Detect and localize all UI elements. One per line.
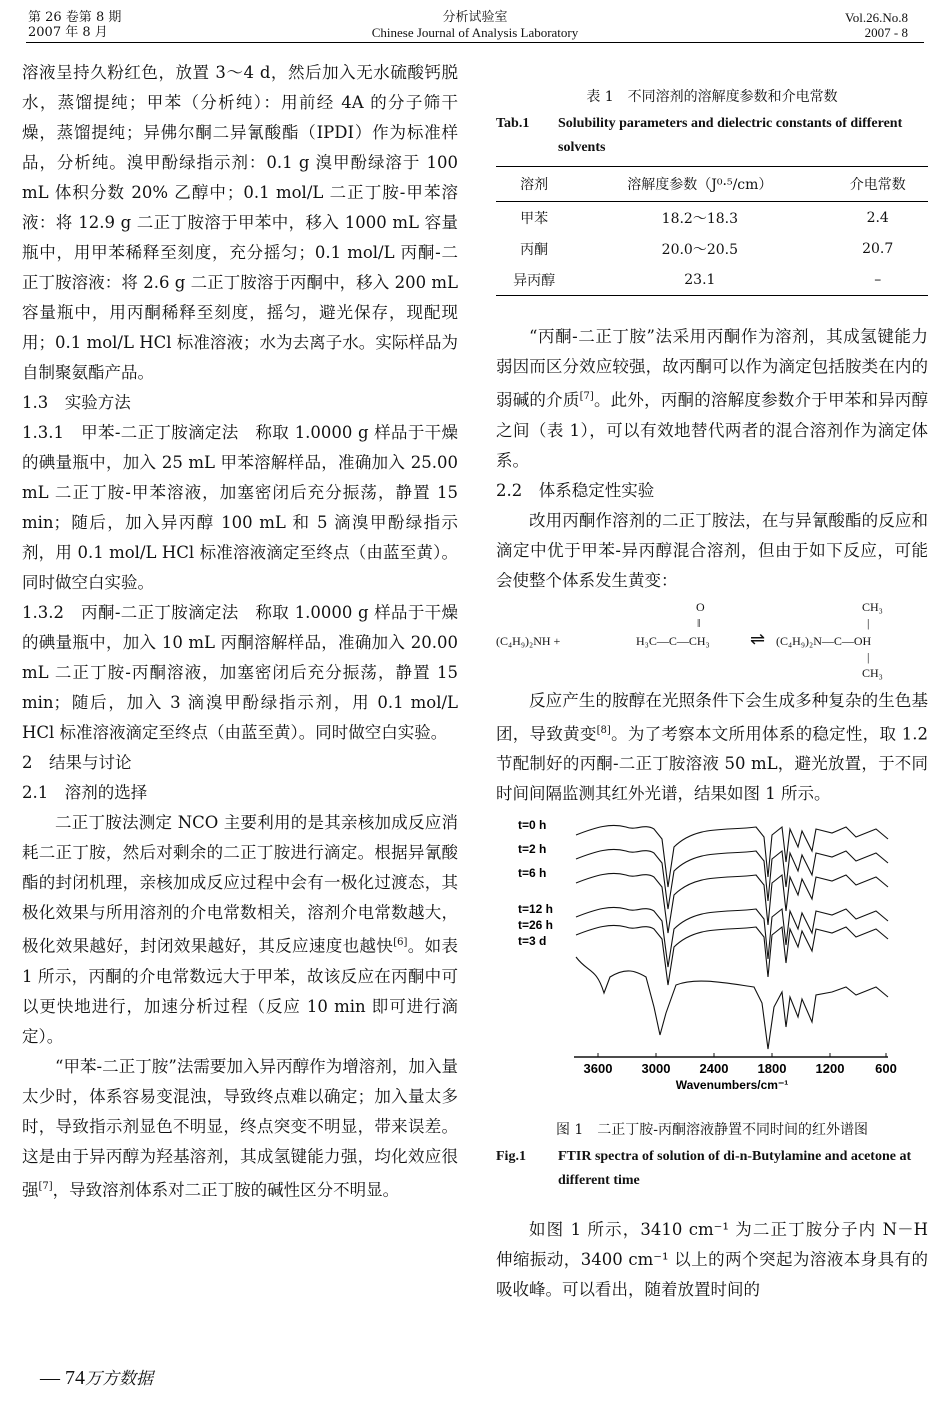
spectrum-line	[576, 957, 888, 1049]
page-footer	[40, 1364, 153, 1390]
section-2-1-heading: 2.1 溶剂的选择	[22, 783, 148, 802]
table-row	[496, 202, 928, 234]
ftir-spectra-plot	[496, 817, 928, 1117]
citation-8[interactable]: [8]	[596, 724, 611, 736]
methyl-top: CH₃	[862, 599, 883, 614]
reaction-scheme	[496, 596, 928, 686]
table-cell: 18.2～18.3	[661, 210, 739, 227]
solvent-text-2: “甲苯-二正丁胺”法需要加入异丙醇作为增溶剂，加入量太少时，体系容易变混浊，导致终点难以确定；加入量太多时，导致指示剂显色不明显，终点突变不明显，带来误差。这是由于异丙醇为羟基溶剂，其成氢键能力强，均化效应很强	[22, 1056, 458, 1199]
table-cell: 甲苯	[520, 210, 549, 227]
citation-6[interactable]: [6]	[393, 937, 408, 948]
x-tick-label: 1200	[815, 1061, 845, 1076]
volume-issue-en: Vol.26.No.8	[845, 10, 908, 25]
table-header-solubility: 溶解度参数（J⁰·⁵/cm）	[572, 167, 827, 202]
citation-7[interactable]: [7]	[38, 1180, 53, 1192]
date-en: 2007 - 8	[864, 25, 908, 40]
header-rule	[26, 42, 924, 43]
solvent-choice-paragraph-1	[22, 808, 458, 1052]
watermark: 万方数据	[85, 1369, 153, 1388]
acetone-text-end: 。此外，丙酮的溶解度参数介于甲苯和异丙醇之间（表 1），可以有效地替代两者的混合溶剂作为滴定体系。	[496, 390, 929, 470]
figure-1-caption-en	[496, 1145, 928, 1193]
table-cell: 20.7	[862, 240, 894, 257]
table-1-caption-en	[496, 112, 928, 160]
ftir-discussion-paragraph: 如图 1 所示，3410 cm⁻¹ 为二正丁胺分子内 N－H 伸缩振动，3400 cm⁻¹ 以上的两个突起为溶液本身具有的吸收峰。可以看出，随着放置时间的	[496, 1220, 928, 1299]
spectrum-line	[576, 873, 888, 933]
method-1-3-1-paragraph: 1.3.1 甲苯-二正丁胺滴定法 称取 1.0000 g 样品于干燥的碘量瓶中，加入 25 mL 甲苯溶解样品，准确加入 25.00 mL 二正丁胺-甲苯溶液，加塞密闭后充分振荡，静置 15 min；随后，加入异丙醇 100 mL 和 5 滴溴甲酚绿指示剂，用 0.1 mol/L HCl 标准溶液滴定至终点（由蓝至黄）。同时做空白实验。	[22, 423, 458, 592]
journal-title	[0, 10, 950, 40]
solvent-text-1-end: 。如表 1 所示，丙酮的介电常数远大于甲苯，故该反应在丙酮中可以更快地进行，加速分析过程（反应 10 min 即可进行滴定）。	[22, 936, 459, 1046]
page-number: — 74	[40, 1367, 85, 1389]
solvent-table	[496, 166, 928, 296]
equilibrium-arrow: ⇌	[750, 628, 766, 649]
citation-7b[interactable]: [7]	[579, 391, 594, 402]
carbonyl-oxygen: O	[696, 599, 705, 614]
series-label: t=0 h	[518, 818, 547, 832]
series-label: t=12 h	[518, 902, 554, 916]
reactant-acetone: H₃C—C—CH₃	[636, 633, 710, 648]
x-axis-label: Wavenumbers/cm⁻¹	[675, 1078, 789, 1092]
table-cell: 23.1	[572, 264, 827, 296]
method-1-3-2-paragraph: 1.3.2 丙酮-二正丁胺滴定法 称取 1.0000 g 样品于干燥的碘量瓶中，加入 10 mL 丙酮溶解样品，准确加入 20.00 mL 二正丁胺-丙酮溶液，加塞密闭后充分振荡，静置 15 min；随后，加入 3 滴溴甲酚绿指示剂，用 0.1 mol/L HCl 标准溶液滴定至终点（由蓝至黄）。同时做空白实验。	[22, 603, 458, 742]
table-cell: 20.0～20.5	[661, 241, 739, 258]
methyl-bottom: CH₃	[862, 665, 883, 680]
acetone-text: “丙酮-二正丁胺”法采用丙酮作为溶剂，其成氢键能力弱因而区分效应较强，故丙酮可以作为滴定包括胺类在内的弱碱的介质	[496, 327, 928, 410]
section-1-3-heading: 1.3 实验方法	[22, 393, 131, 412]
product-aminoalcohol: (C₄H₉)₂N—C—OH	[776, 633, 872, 648]
section-2-heading: 2 结果与讨论	[22, 753, 132, 772]
spectrum-line	[576, 907, 888, 967]
ftir-figure	[496, 817, 928, 1117]
x-tick-label: 2400	[699, 1061, 729, 1076]
figure-label: Fig.1	[496, 1149, 526, 1164]
section-2-2-heading: 2.2 体系稳定性实验	[496, 480, 655, 500]
solvent-choice-paragraph-2	[22, 1052, 458, 1206]
series-label: t=2 h	[518, 842, 547, 856]
table-header-solvent: 溶剂	[496, 167, 572, 202]
journal-title-cn: 分析试验室	[442, 10, 508, 25]
table-cell: 丙酮	[520, 241, 549, 258]
x-tick-label: 1800	[757, 1061, 787, 1076]
spectrum-line	[576, 825, 888, 887]
yellowing-paragraph	[496, 686, 928, 810]
bond-top: |	[867, 615, 870, 630]
solvent-text-1: 二正丁胺法测定 NCO 主要利用的是其亲核加成反应消耗二正丁胺，然后对剩余的二正丁胺进行滴定。根据异氰酸酯的封闭机理，亲核加成反应过程中会有一极化过渡态，其极化效果与所用溶剂的介电常数相关，溶剂介电常数越大，极化效果越好，封闭效果越好，其反应速度也越快	[22, 813, 458, 956]
x-tick-label: 3000	[641, 1061, 671, 1076]
table-cell: 2.4	[866, 209, 889, 226]
table-row	[496, 264, 928, 296]
table-label: Tab.1	[496, 116, 530, 131]
spectrum-line	[576, 925, 888, 985]
table-cell: 异丙醇	[496, 264, 572, 296]
figure-1-caption-cn: 图 1 二正丁胺-丙酮溶液静置不同时间的红外谱图	[555, 1122, 869, 1138]
yellowing-text-end: 。为了考察本文所用体系的稳定性，取 1.2 节配制好的丙酮-二正丁胺溶液 50 mL，避光放置，于不同时间间隔监测其红外光谱，结果如图 1 所示。	[496, 724, 928, 803]
spectrum-line	[576, 849, 888, 909]
table-caption-text: Solubility parameters and dielectric constants of different solvents	[558, 116, 903, 155]
figure-caption-text: FTIR spectra of solution of di-n-Butylamine and acetone at different time	[558, 1149, 912, 1188]
table-header-dielectric: 介电常数	[827, 167, 928, 202]
yellowing-text: 反应产生的胺醇在光照条件下会生成多种复杂的生色基团，导致黄变	[496, 690, 928, 743]
x-tick-label: 3600	[583, 1061, 613, 1076]
journal-issue-en	[845, 10, 908, 40]
volume-issue-cn: 第 26 卷第 8 期	[28, 10, 122, 25]
stability-paragraph: 改用丙酮作溶剂的二正丁胺法，在与异氰酸酯的反应和滴定中优于甲苯-异丙醇混合溶剂，但由于如下反应，可能会使整个体系发生黄变：	[496, 510, 928, 590]
journal-title-en: Chinese Journal of Analysis Laboratory	[371, 25, 579, 40]
date-cn: 2007 年 8 月	[28, 25, 108, 40]
table-cell: –	[827, 264, 928, 296]
solvent-text-2-end: ，导致溶剂体系对二正丁胺的碱性区分不明显。	[52, 1180, 400, 1199]
right-column	[496, 86, 928, 1305]
series-label: t=3 d	[518, 934, 547, 948]
bond-bottom: |	[867, 649, 870, 664]
acetone-paragraph	[496, 322, 928, 476]
x-tick-label: 600	[875, 1061, 897, 1076]
series-label: t=26 h	[518, 918, 554, 932]
materials-paragraph: 溶液呈持久粉红色，放置 3～4 d，然后加入无水硫酸钙脱水，蒸馏提纯；甲苯（分析纯）：用前经 4A 的分子筛干燥，蒸馏提纯；异佛尔酮二异氰酸酯（IPDI）作为标准样品，分析纯。溴甲酚绿指示剂：0.1 g 溴甲酚绿溶于 100 mL 体积分数 20% 乙醇中；0.1 mol/L 二正丁胺-甲苯溶液：将 12.9 g 二正丁胺溶于甲苯中，移入 1000 mL 容量瓶中，用甲苯稀释至刻度，充分摇匀；0.1 mol/L 丙酮-二正丁胺溶液：将 2.6 g 二正丁胺溶于丙酮中，移入 200 mL 容量瓶中，用丙酮稀释至刻度，摇匀，避光保存，现配现用；0.1 mol/L HCl 标准溶液；水为去离子水。实际样品为自制聚氨酯产品。	[22, 63, 458, 382]
left-column	[22, 58, 458, 1205]
table-1-caption-cn: 表 1 不同溶剂的溶解度参数和介电常数	[586, 89, 838, 105]
series-label: t=6 h	[518, 866, 547, 880]
double-bond: ‖	[697, 615, 701, 630]
reactant-amine: (C₄H₉)₂NH +	[496, 633, 561, 648]
table-row	[496, 233, 928, 264]
